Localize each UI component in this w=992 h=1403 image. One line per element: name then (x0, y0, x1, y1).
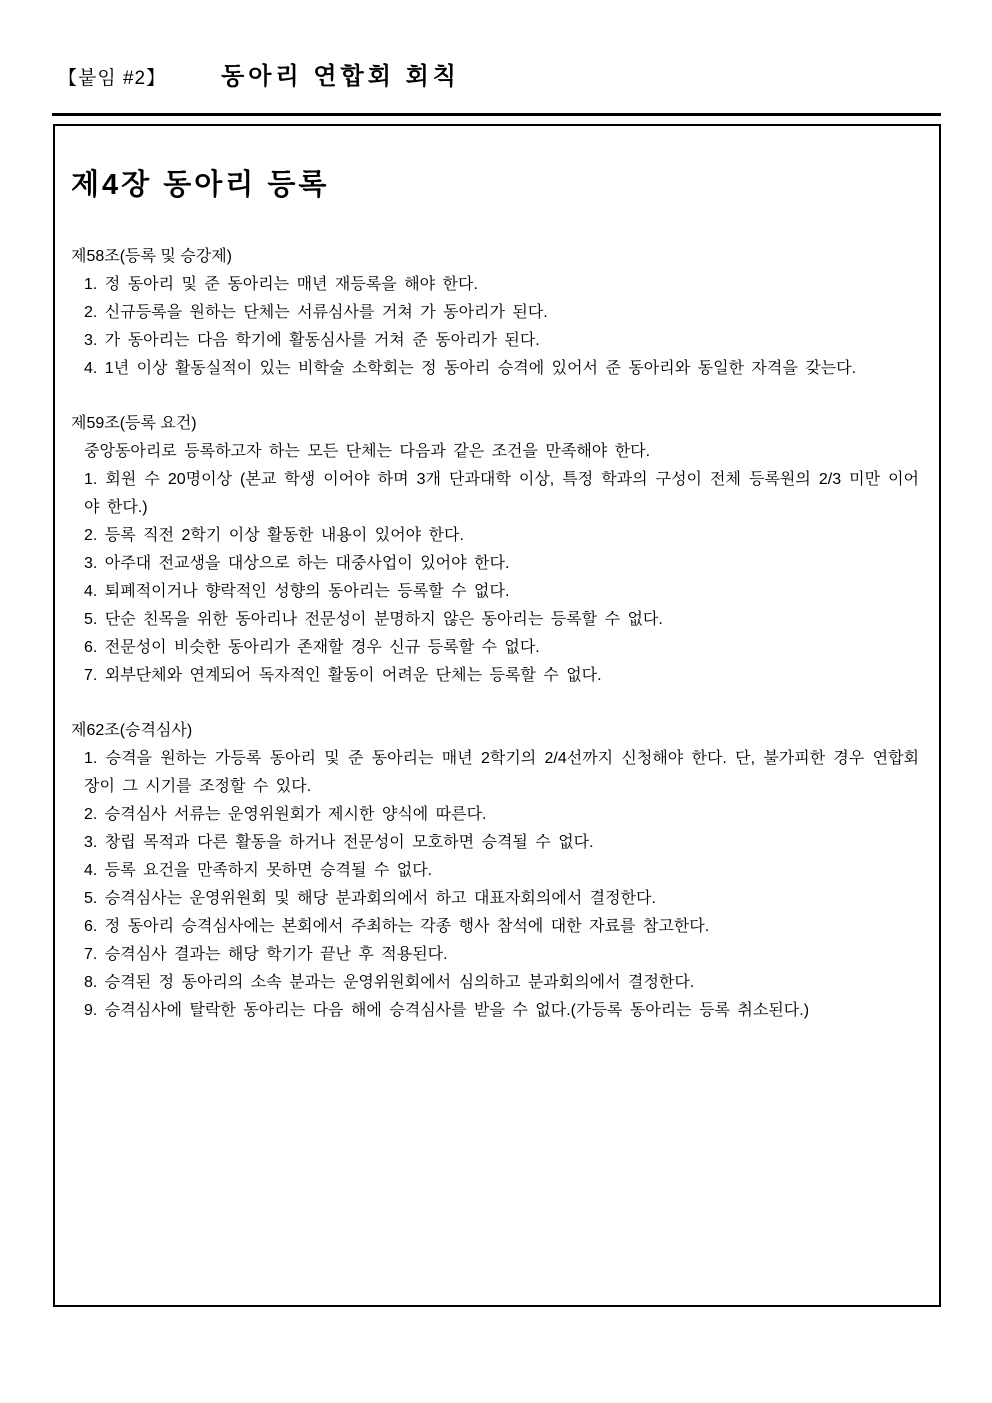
chapter-title: 제4장 동아리 등록 (71, 169, 330, 201)
article-body (84, 271, 919, 383)
article-item: 9. 승격심사에 탈락한 동아리는 다음 해에 승격심사를 받을 수 없다.(가등록 동아리는 등록 취소된다.) (84, 1002, 810, 1019)
article-item: 3. 가 동아리는 다음 학기에 활동심사를 거쳐 준 동아리가 된다. (84, 332, 540, 349)
article-section (71, 410, 919, 690)
article-item: 7. 외부단체와 연계되어 독자적인 활동이 어려운 단체는 등록할 수 없다. (84, 667, 602, 684)
article-item: 2. 등록 직전 2학기 이상 활동한 내용이 있어야 한다. (84, 527, 464, 544)
article-section (71, 243, 919, 383)
article-item: 4. 등록 요건을 만족하지 못하면 승격될 수 없다. (84, 862, 433, 879)
article-heading: 제58조(등록 및 승강제) (71, 248, 232, 265)
article-item: 6. 전문성이 비슷한 동아리가 존재할 경우 신규 등록할 수 없다. (84, 639, 540, 656)
article-item: 7. 승격심사 결과는 해당 학기가 끝난 후 적용된다. (84, 946, 448, 963)
header-rule-divider (52, 113, 941, 116)
article-item: 1. 정 동아리 및 준 동아리는 매년 재등록을 해야 한다. (84, 276, 478, 293)
sections-container (71, 243, 919, 1025)
content-box (53, 124, 941, 1307)
article-heading: 제59조(등록 요건) (71, 415, 197, 432)
article-body (84, 438, 919, 690)
article-item: 6. 정 동아리 승격심사에는 본회에서 주최하는 각종 행사 참석에 대한 자료를 참고한다. (84, 918, 710, 935)
article-item: 4. 퇴폐적이거나 향락적인 성향의 동아리는 등록할 수 없다. (84, 583, 510, 600)
article-item: 5. 단순 친목을 위한 동아리나 전문성이 분명하지 않은 동아리는 등록할 수 없다. (84, 611, 663, 628)
article-item: 2. 신규등록을 원하는 단체는 서류심사를 거쳐 가 동아리가 된다. (84, 304, 548, 321)
document-title: 동아리 연합회 회칙 (221, 63, 460, 90)
article-item: 1. 승격을 원하는 가등록 동아리 및 준 동아리는 매년 2학기의 2/4선까지 신청해야 한다. 단, 불가피한 경우 연합회장이 그 시기를 조정할 수 있다. (84, 750, 919, 795)
article-heading: 제62조(승격심사) (71, 722, 193, 739)
article-section (71, 717, 919, 1025)
article-item: 3. 아주대 전교생을 대상으로 하는 대중사업이 있어야 한다. (84, 555, 510, 572)
article-item: 5. 승격심사는 운영위원회 및 해당 분과회의에서 하고 대표자회의에서 결정한다. (84, 890, 656, 907)
attachment-label: 【붙임 #2】 (58, 68, 167, 89)
document-header (58, 56, 460, 91)
article-intro: 중앙동아리로 등록하고자 하는 모든 단체는 다음과 같은 조건을 만족해야 한다. (84, 443, 651, 460)
article-item: 3. 창립 목적과 다른 활동을 하거나 전문성이 모호하면 승격될 수 없다. (84, 834, 594, 851)
article-item: 2. 승격심사 서류는 운영위원회가 제시한 양식에 따른다. (84, 806, 487, 823)
article-body (84, 745, 919, 1025)
article-item: 1. 회원 수 20명이상 (본교 학생 이어야 하며 3개 단과대학 이상, 특정 학과의 구성이 전체 등록원의 2/3 미만 이어야 한다.) (84, 471, 919, 516)
article-item: 4. 1년 이상 활동실적이 있는 비학술 소학회는 정 동아리 승격에 있어서 준 동아리와 동일한 자격을 갖는다. (84, 360, 857, 377)
article-item: 8. 승격된 정 동아리의 소속 분과는 운영위원회에서 심의하고 분과회의에서 결정한다. (84, 974, 695, 991)
